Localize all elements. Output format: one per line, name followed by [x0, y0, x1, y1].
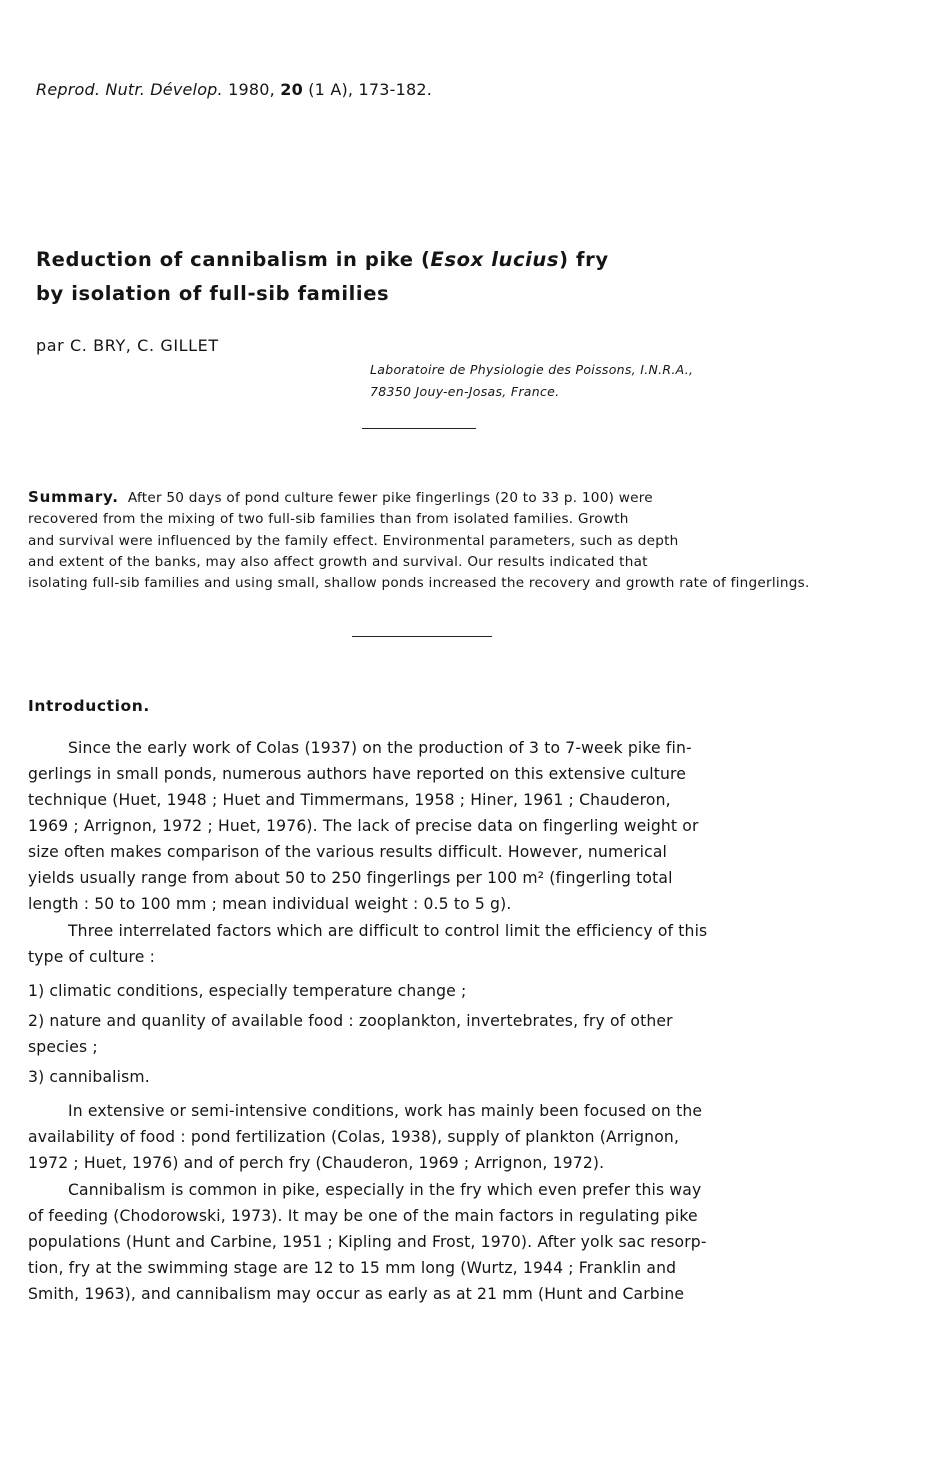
- journal-citation: [36, 80, 432, 99]
- summary-line-5: isolating full-sib families and using small, shallow ponds increased the recovery and growth: [28, 575, 675, 592]
- authors: par C. BRY, C. GILLET: [36, 336, 219, 355]
- intro-line: length : 50 to 100 mm ; mean individual weight : 0.5 to 5 g).: [28, 895, 512, 913]
- affiliation: [370, 359, 693, 403]
- intro-line: of feeding (Chodorowski, 1973). It may be one of the main factors in regulating pike: [28, 1207, 698, 1225]
- intro-line: In extensive or semi-intensive conditions, work has mainly been focused on the: [68, 1102, 703, 1120]
- intro-line: availability of food : pond fertilization (Colas, 1938), supply of plankton (Arrignon,: [28, 1128, 680, 1146]
- intro-line: species ;: [28, 1038, 98, 1056]
- summary-label: Summary.: [28, 488, 119, 506]
- summary-line-1: Summary. After 50 days of pond culture fewer pike fingerlings (20 to 33 p. 100) were: [28, 488, 653, 506]
- intro-list-item: 1) climatic conditions, especially temperature change ;: [28, 982, 467, 1000]
- affiliation-line-1: Laboratoire de Physiologie des Poissons, I.N.R.A.,: [370, 362, 694, 377]
- journal-volume: 20: [280, 80, 303, 99]
- affiliation-line-2: 78350 Jouy-en-Josas, France.: [370, 384, 560, 399]
- intro-line: technique (Huet, 1948 ; Huet and Timmermans, 1958 ; Hiner, 1961 ; Chauderon,: [28, 791, 671, 809]
- intro-line: 1969 ; Arrignon, 1972 ; Huet, 1976). The lack of precise data on fingerling weight or: [28, 817, 699, 835]
- journal-year: 1980,: [228, 80, 275, 99]
- summary-line-4: and extent of the banks, may also affect growth and survival. Our results indicated that: [28, 553, 648, 570]
- journal-name: Reprod. Nutr. Dévelop.: [36, 80, 223, 99]
- intro-line: yields usually range from about 50 to 250 fingerlings per 100 m² (fingerling total: [28, 869, 673, 887]
- introduction-heading: Introduction.: [28, 697, 150, 715]
- intro-line: populations (Hunt and Carbine, 1951 ; Kipling and Frost, 1970). After yolk sac resorp-: [28, 1233, 707, 1251]
- intro-line: Smith, 1963), and cannibalism may occur as early as at 21 mm (Hunt and Carbine: [28, 1285, 685, 1303]
- summary-line-6: rate of fingerlings.: [679, 575, 810, 592]
- intro-line: size often makes comparison of the various results difficult. However, numerical: [28, 843, 668, 861]
- intro-list-item: 2) nature and quanlity of available food : zooplankton, invertebrates, fry of other: [28, 1012, 673, 1030]
- summary-line-2: recovered from the mixing of two full-sib families than from isolated families. Growth: [28, 511, 629, 528]
- intro-line: type of culture :: [28, 948, 155, 966]
- separator-rule-bottom: [352, 636, 492, 637]
- title-line-2: by isolation of full-sib families: [36, 282, 390, 305]
- title-line-1: Reduction of cannibalism in pike (Esox lucius) fry: [36, 248, 609, 271]
- journal-issue-pages: (1 A), 173-182.: [308, 80, 433, 99]
- summary-line-3: and survival were influenced by the family effect. Environmental parameters, such as depth: [28, 532, 679, 549]
- intro-line: tion, fry at the swimming stage are 12 to 15 mm long (Wurtz, 1944 ; Franklin and: [28, 1259, 677, 1277]
- intro-line: 1972 ; Huet, 1976) and of perch fry (Chauderon, 1969 ; Arrignon, 1972).: [28, 1154, 605, 1172]
- intro-line: Since the early work of Colas (1937) on the production of 3 to 7-week pike fin-: [68, 739, 692, 757]
- separator-rule-top: [362, 428, 476, 429]
- intro-list-item: 3) cannibalism.: [28, 1068, 150, 1086]
- article-title: [36, 243, 796, 311]
- intro-line: Three interrelated factors which are difficult to control limit the efficiency of this: [68, 922, 708, 940]
- intro-line: gerlings in small ponds, numerous authors have reported on this extensive culture: [28, 765, 687, 783]
- species-name: Esox lucius: [430, 248, 560, 271]
- summary-paragraph: [28, 487, 814, 594]
- intro-line: Cannibalism is common in pike, especially in the fry which even prefer this way: [68, 1181, 702, 1199]
